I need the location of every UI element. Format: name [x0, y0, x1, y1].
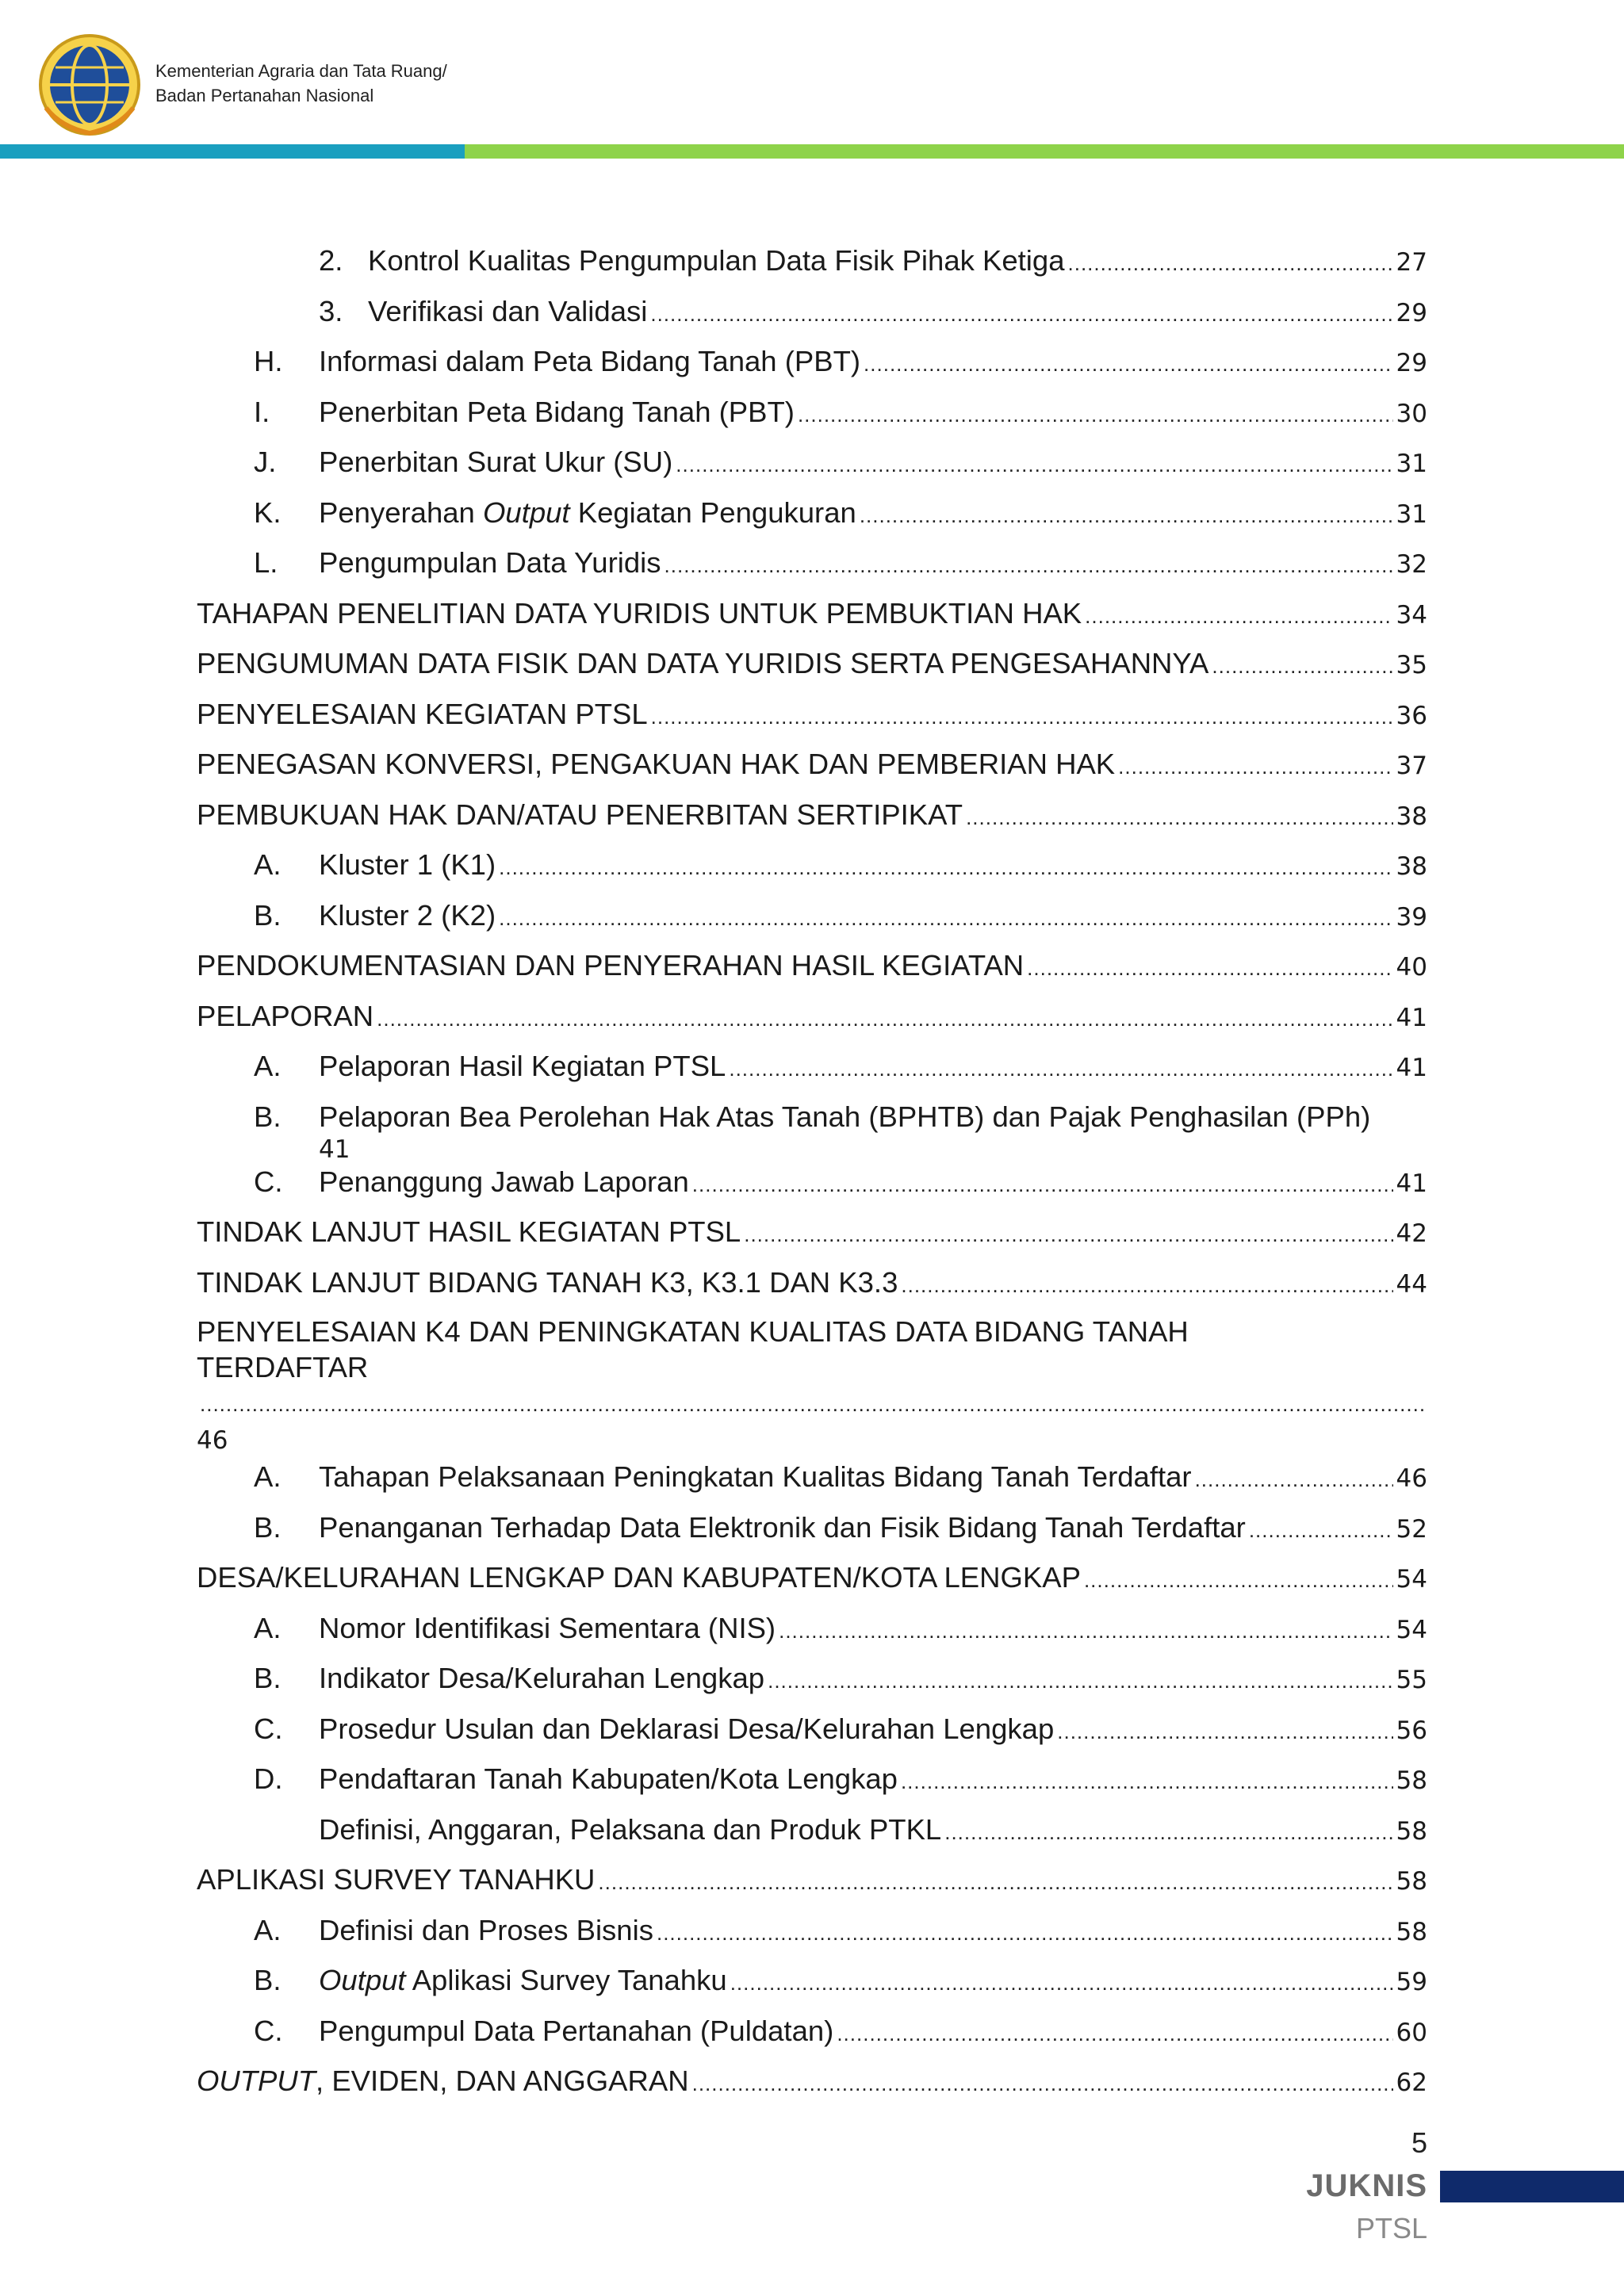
toc-leader-dots — [966, 799, 1392, 836]
toc-entry-title — [319, 1962, 727, 1999]
toc-leader-dots — [860, 497, 1393, 534]
toc-leader-dots — [798, 396, 1393, 433]
toc-entry-label: C. — [254, 1712, 283, 1745]
toc-entry[interactable] — [197, 1164, 1427, 1215]
toc-entry-page: 36 — [1396, 701, 1427, 730]
toc-leader-dots — [1068, 245, 1393, 281]
org-line1: Kementerian Agraria dan Tata Ruang/ — [155, 61, 447, 81]
toc-entry[interactable] — [197, 1761, 1427, 1812]
toc-entry-title: Definisi, Anggaran, Pelaksana dan Produk PTKL — [319, 1812, 942, 1846]
toc-entry-page: 52 — [1396, 1514, 1427, 1544]
toc-entry-page: 37 — [1396, 752, 1427, 780]
toc-entry[interactable] — [197, 343, 1427, 394]
toc-entry-page: 42 — [1396, 1219, 1427, 1248]
toc-entry-page: 38 — [1396, 802, 1427, 831]
toc-entry-title: TERDAFTAR — [197, 1351, 369, 1383]
toc-entry-label: A. — [254, 1913, 282, 1946]
toc-entry[interactable] — [197, 1265, 1427, 1315]
toc-entry-page: 60 — [1396, 2018, 1427, 2047]
toc-entry-title-italic: Output — [319, 1964, 406, 1996]
toc-entry[interactable] — [197, 1812, 1427, 1862]
toc-leader-dots — [657, 1915, 1393, 1951]
toc-entry-title: PENEGASAN KONVERSI, PENGAKUAN HAK DAN PEMBERIAN HAK — [197, 748, 1116, 780]
toc-entry[interactable] — [197, 495, 1427, 545]
toc-entry-page: 29 — [1396, 298, 1427, 327]
toc-entry[interactable] — [197, 1660, 1427, 1711]
toc-entry-page: 46 — [1396, 1464, 1427, 1493]
bpn-logo — [36, 32, 143, 138]
toc-entry[interactable] — [197, 243, 1427, 293]
toc-entry[interactable] — [197, 394, 1427, 445]
toc-leader-dots — [692, 2065, 1393, 2102]
toc-entry[interactable] — [197, 1862, 1427, 1912]
toc-entry-label: A. — [254, 1460, 282, 1493]
toc-entry[interactable] — [197, 998, 1427, 1049]
toc-entry[interactable] — [197, 1510, 1427, 1560]
toc-entry-title: Pengumpul Data Pertanahan (Puldatan) — [319, 2014, 834, 2047]
toc-entry[interactable] — [197, 1459, 1427, 1510]
toc-entry-page: 30 — [1396, 399, 1427, 428]
toc-entry-page: 31 — [1396, 450, 1427, 478]
toc-entry-title: PENYELESAIAN KEGIATAN PTSL — [197, 697, 648, 730]
toc-leader-dots — [1085, 598, 1392, 634]
toc-entry-page: 41 — [1396, 1169, 1427, 1198]
toc-entry[interactable] — [197, 444, 1427, 495]
toc-entry-title-prefix: Penyerahan — [319, 496, 483, 529]
toc-entry-label: 2. — [319, 244, 343, 277]
toc-entry-title: TAHAPAN PENELITIAN DATA YURIDIS UNTUK PEMBUKTIAN HAK — [197, 596, 1082, 629]
toc-entry[interactable] — [197, 1711, 1427, 1762]
toc-entry[interactable] — [197, 1559, 1427, 1610]
toc-leader-dots — [1212, 648, 1392, 684]
toc-entry-label: A. — [254, 848, 282, 881]
toc-entry-title: Kontrol Kualitas Pengumpulan Data Fisik Pihak Ketiga — [368, 244, 1065, 277]
toc-entry-label: B. — [254, 1100, 282, 1133]
toc-leader-dots — [650, 296, 1392, 332]
toc-leader-dots — [692, 1166, 1393, 1203]
toc-leader-dots — [665, 547, 1393, 584]
footer-bar — [1440, 2171, 1624, 2202]
header-bar-green — [465, 144, 1624, 159]
toc-entry-title: DESA/KELURAHAN LENGKAP DAN KABUPATEN/KOTA LENGKAP — [197, 1561, 1081, 1594]
toc-entry-label: K. — [254, 496, 282, 529]
table-of-contents — [197, 243, 1427, 2114]
toc-entry-page: 38 — [1396, 852, 1427, 881]
toc-entry-page: 62 — [1396, 2068, 1427, 2097]
toc-entry-title: Prosedur Usulan dan Deklarasi Desa/Kelurahan Lengkap — [319, 1712, 1055, 1745]
toc-leader-dots — [651, 698, 1393, 735]
toc-entry-title: PEMBUKUAN HAK DAN/ATAU PENERBITAN SERTIPIKAT — [197, 798, 963, 831]
toc-entry-label: B. — [254, 1510, 282, 1544]
toc-entry-title: Kluster 2 (K2) — [319, 898, 496, 932]
toc-entry[interactable] — [197, 645, 1427, 696]
toc-entry-title: PENDOKUMENTASIAN DAN PENYERAHAN HASIL KEGIATAN — [197, 949, 1025, 982]
toc-entry-label: I. — [254, 395, 270, 428]
toc-entry-label: B. — [254, 1662, 282, 1694]
toc-entry-label: L. — [254, 546, 278, 579]
toc-entry-title: Pelaporan Bea Perolehan Hak Atas Tanah (BPHTB) dan Pajak Penghasilan (PPh) — [319, 1100, 1371, 1133]
toc-leader-dots — [729, 1050, 1392, 1087]
toc-leader-dots — [1057, 1713, 1392, 1750]
toc-leader-dots — [1195, 1461, 1393, 1498]
toc-entry-page: 58 — [1396, 1766, 1427, 1795]
toc-entry-page: 54 — [1396, 1615, 1427, 1644]
toc-entry[interactable] — [197, 746, 1427, 797]
toc-entry-title-line1: PENYELESAIAN K4 DAN PENINGKATAN KUALITAS DATA BIDANG TANAH — [197, 1315, 1189, 1348]
toc-entry[interactable] — [197, 1912, 1427, 1963]
toc-leader-dots — [1118, 748, 1392, 785]
toc-entry-page: 58 — [1396, 1816, 1427, 1846]
toc-leader-dots — [744, 1216, 1392, 1253]
toc-entry-title: TINDAK LANJUT BIDANG TANAH K3, K3.1 DAN K3.3 — [197, 1265, 898, 1299]
toc-entry-label: D. — [254, 1762, 283, 1795]
toc-entry-label: A. — [254, 1611, 282, 1644]
toc-leader-dots — [676, 446, 1392, 483]
toc-leader-dots — [768, 1663, 1392, 1699]
toc-entry-title-italic: Output — [483, 496, 570, 529]
toc-entry-title: PENGUMUMAN DATA FISIK DAN DATA YURIDIS SERTA PENGESAHANNYA — [197, 647, 1209, 679]
toc-leader-dots — [499, 900, 1392, 936]
toc-leader-dots — [200, 1386, 1424, 1422]
toc-entry[interactable] — [197, 595, 1427, 646]
toc-leader-dots — [598, 1864, 1392, 1900]
toc-leader-dots — [1027, 950, 1392, 986]
toc-entry-title: Penanggung Jawab Laporan — [319, 1165, 689, 1198]
toc-entry[interactable] — [197, 897, 1427, 948]
toc-entry-page: 31 — [1396, 499, 1427, 529]
toc-entry-title-italic: OUTPUT — [197, 2064, 316, 2097]
toc-entry[interactable] — [197, 1214, 1427, 1265]
page-number: 5 — [1411, 2126, 1427, 2159]
org-name — [155, 59, 447, 108]
toc-leader-dots — [730, 1965, 1393, 2001]
toc-leader-dots — [901, 1267, 1392, 1303]
toc-entry-page: 54 — [1396, 1565, 1427, 1594]
toc-entry-title-rest: Aplikasi Survey Tanahku — [405, 1964, 727, 1996]
toc-entry-label: C. — [254, 1165, 283, 1198]
toc-leader-dots — [499, 849, 1392, 886]
toc-entry[interactable] — [197, 696, 1427, 747]
toc-entry[interactable] — [197, 947, 1427, 998]
toc-entry[interactable] — [197, 797, 1427, 848]
toc-entry-page: 46 — [197, 1426, 228, 1455]
toc-leader-dots — [779, 1613, 1392, 1649]
toc-entry-page: 58 — [1396, 1867, 1427, 1896]
toc-entry-label: C. — [254, 2014, 283, 2047]
toc-leader-dots — [901, 1763, 1393, 1800]
toc-entry-page: 59 — [1396, 1968, 1427, 1996]
toc-entry-title: Tahapan Pelaksanaan Peningkatan Kualitas Bidang Tanah Terdaftar — [319, 1460, 1192, 1493]
toc-entry-title: Penerbitan Surat Ukur (SU) — [319, 446, 673, 478]
toc-entry-page: 44 — [1396, 1269, 1427, 1299]
toc-leader-dots — [944, 1814, 1392, 1850]
toc-leader-dots — [1084, 1562, 1393, 1598]
toc-leader-dots — [864, 346, 1393, 382]
toc-entry-page: 39 — [1396, 902, 1427, 932]
header-bar-blue — [0, 144, 465, 159]
toc-entry-title: Penerbitan Peta Bidang Tanah (PBT) — [319, 395, 795, 428]
toc-entry-title: Kluster 1 (K1) — [319, 848, 496, 881]
toc-leader-dots — [377, 1001, 1392, 1037]
toc-entry-page: 29 — [1396, 349, 1427, 377]
toc-entry-page: 35 — [1396, 651, 1427, 679]
toc-entry-title: Pengumpulan Data Yuridis — [319, 546, 661, 579]
toc-entry-label: H. — [254, 345, 283, 377]
toc-entry[interactable] — [197, 1099, 1427, 1164]
toc-entry-label: 3. — [319, 294, 343, 327]
toc-entry-page: 55 — [1396, 1666, 1427, 1694]
toc-entry-title — [319, 495, 856, 531]
toc-entry-title: Pendaftaran Tanah Kabupaten/Kota Lengkap — [319, 1762, 898, 1795]
toc-entry-title: TINDAK LANJUT HASIL KEGIATAN PTSL — [197, 1215, 741, 1248]
toc-entry-page: 32 — [1396, 550, 1427, 579]
toc-entry-title: Definisi dan Proses Bisnis — [319, 1913, 653, 1946]
toc-entry[interactable] — [197, 847, 1427, 897]
toc-entry-page: 27 — [1396, 248, 1427, 277]
toc-entry[interactable] — [197, 293, 1427, 344]
toc-entry-title: Nomor Identifikasi Sementara (NIS) — [319, 1611, 776, 1644]
toc-entry-page: 41 — [1396, 1054, 1427, 1082]
toc-entry-page: 41 — [1396, 1003, 1427, 1032]
toc-entry-label: B. — [254, 1964, 282, 1996]
org-line2: Badan Pertanahan Nasional — [155, 86, 374, 105]
toc-entry-title: Verifikasi dan Validasi — [368, 294, 648, 327]
toc-entry-page: 58 — [1396, 1917, 1427, 1946]
toc-entry-title: Indikator Desa/Kelurahan Lengkap — [319, 1662, 765, 1694]
toc-entry-title-rest: , EVIDEN, DAN ANGGARAN — [316, 2064, 689, 2097]
toc-entry[interactable] — [197, 1610, 1427, 1661]
toc-entry-title: Penanganan Terhadap Data Elektronik dan Fisik Bidang Tanah Terdaftar — [319, 1510, 1246, 1544]
toc-entry-title — [197, 2063, 689, 2099]
toc-entry-title: Pelaporan Hasil Kegiatan PTSL — [319, 1050, 726, 1082]
toc-entry-title: Informasi dalam Peta Bidang Tanah (PBT) — [319, 345, 861, 377]
toc-entry-title-rest: Kegiatan Pengukuran — [569, 496, 856, 529]
toc-entry[interactable] — [197, 2063, 1427, 2114]
toc-leader-dots — [837, 2015, 1392, 2052]
toc-entry-page: 34 — [1396, 600, 1427, 629]
toc-entry-page: 41 — [319, 1135, 350, 1164]
toc-entry-page: 56 — [1396, 1716, 1427, 1745]
toc-entry-label: A. — [254, 1050, 282, 1082]
toc-entry[interactable] — [197, 1048, 1427, 1099]
toc-entry[interactable] — [197, 1962, 1427, 2013]
toc-entry[interactable] — [197, 545, 1427, 595]
toc-entry-page: 40 — [1396, 953, 1427, 982]
footer-brand: JUKNIS — [1306, 2168, 1427, 2203]
toc-leader-dots — [1249, 1512, 1393, 1548]
toc-entry-title: APLIKASI SURVEY TANAHKU — [197, 1863, 596, 1896]
toc-entry-label: J. — [254, 446, 277, 478]
toc-entry[interactable] — [197, 1314, 1427, 1459]
footer-sub: PTSL — [1355, 2212, 1427, 2244]
toc-entry[interactable] — [197, 2013, 1427, 2064]
toc-entry-label: B. — [254, 898, 282, 932]
toc-entry-title: PELAPORAN — [197, 999, 374, 1032]
